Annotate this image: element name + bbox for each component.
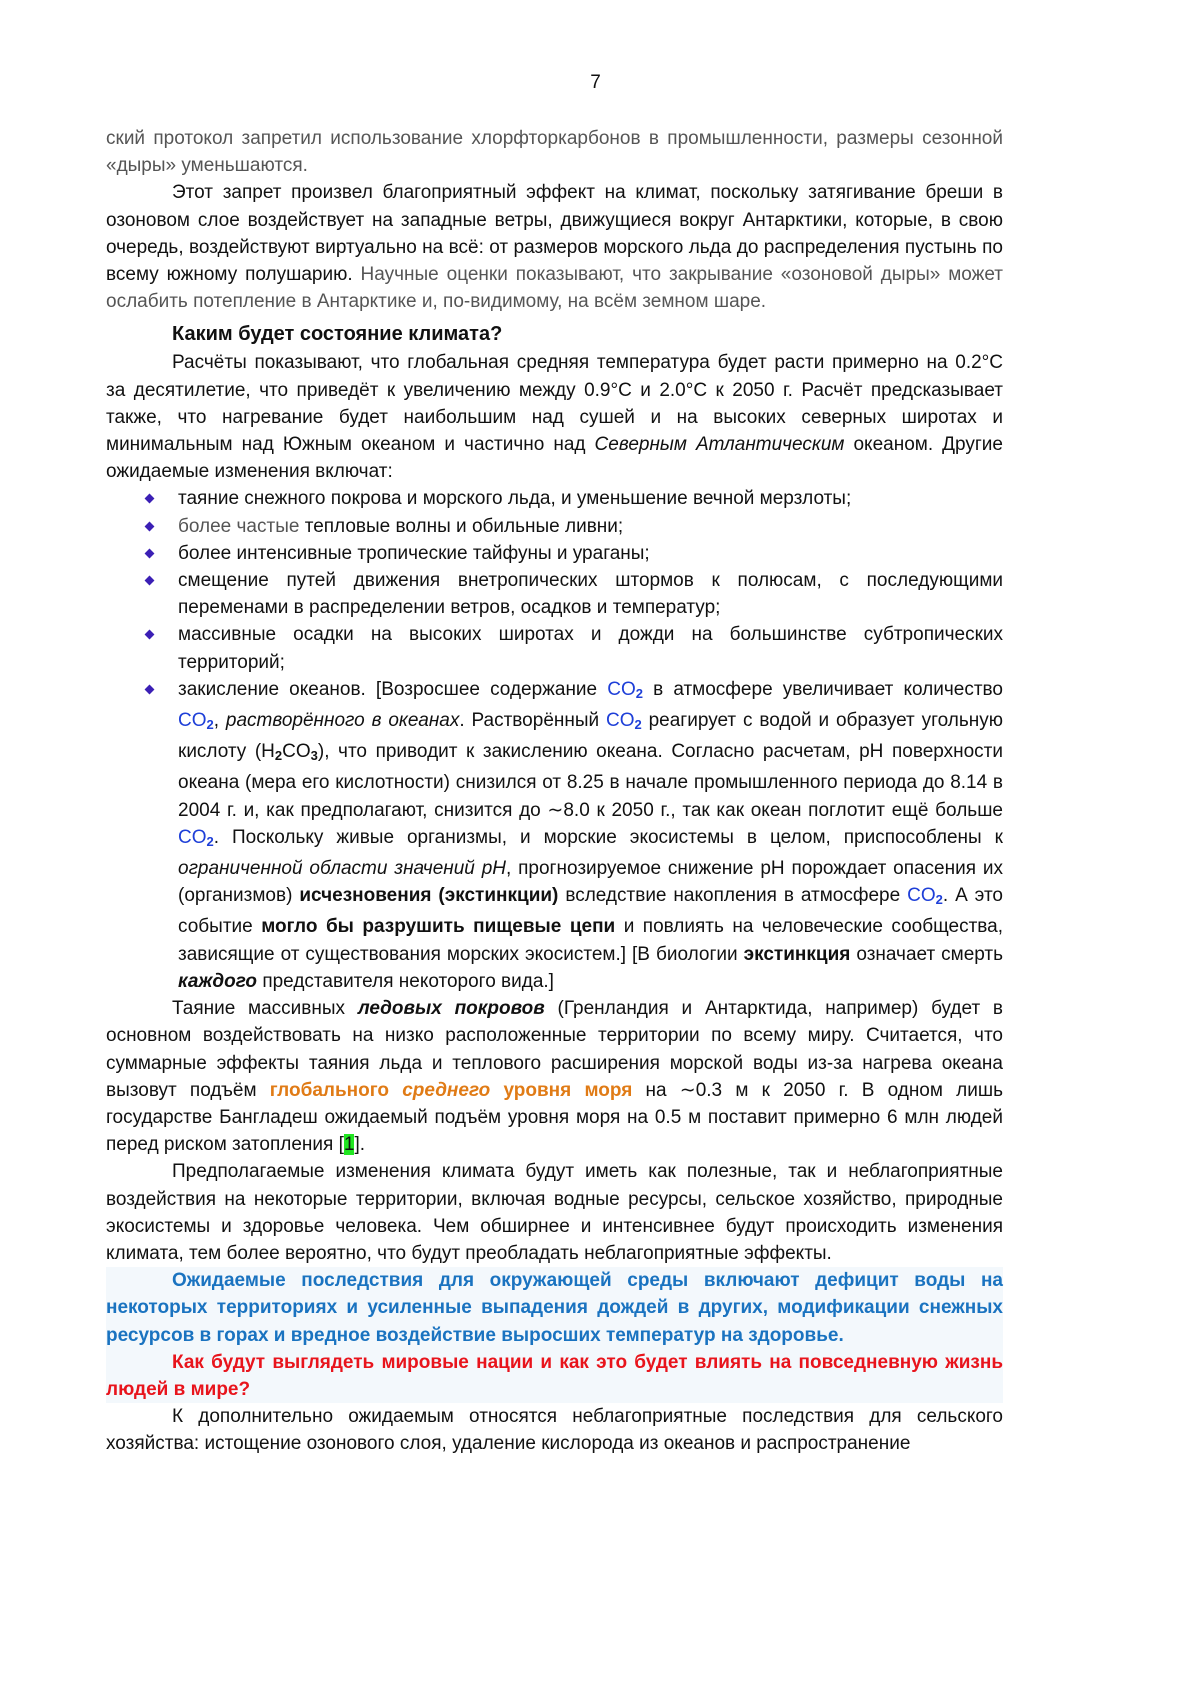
text-run: Как будут выглядеть мировые нации и как это будет влиять на повседневную жизнь людей в мире? bbox=[106, 1351, 1003, 1400]
paragraph bbox=[106, 1349, 1003, 1403]
text-run: Предполагаемые изменения климата будут иметь как полезные, так и неблагоприятные воздействия на некоторые территории, включая водные ресурсы, сельское хозяйство, природные экосистемы и здоровье человека. Чем обширнее и интенсивнее будут происходить изменения климата, тем более вероятно, что будут преобладать неблагоприятные эффекты. bbox=[106, 1161, 1003, 1264]
text-run: Каким будет состояние климата? bbox=[172, 323, 503, 346]
text-run: 2 bbox=[206, 833, 214, 849]
text-run: и повлиять на человеческие сообщества, зависящие от существования морских экосистем.] [В биологии bbox=[178, 916, 1004, 965]
text-run: каждого bbox=[178, 970, 258, 992]
diamond-bullet-icon bbox=[145, 494, 155, 504]
text-run: таяние снежного покрова и морского льда, и уменьшение вечной мерзлоты; bbox=[178, 488, 852, 510]
list-item bbox=[178, 540, 1003, 567]
text-run: закисление океанов. [Возросшее содержание bbox=[178, 678, 608, 700]
text-run: смещение путей движения внетропических штормов к полюсам, с последующими переменами в распределении ветров, осадков и температур; bbox=[178, 570, 1003, 619]
paragraph bbox=[106, 1158, 1003, 1267]
list-item bbox=[178, 485, 1003, 512]
bullet-list bbox=[106, 485, 1003, 995]
list-item bbox=[178, 567, 1003, 621]
text-run: означает смерть bbox=[850, 943, 1004, 965]
diamond-bullet-icon bbox=[145, 684, 155, 694]
text-run: . Растворённый bbox=[459, 710, 606, 732]
text-run: CO bbox=[907, 885, 936, 907]
text-run: ледовых покровов bbox=[357, 998, 545, 1020]
page-number: 7 bbox=[590, 72, 601, 93]
text-run: растворённого в океанах bbox=[225, 710, 460, 732]
text-run: представителя некоторого вида.] bbox=[257, 970, 554, 992]
diamond-bullet-icon bbox=[145, 521, 155, 531]
paragraph bbox=[106, 995, 1003, 1158]
diamond-bullet-icon bbox=[145, 576, 155, 586]
text-run: ), что приводит к закислению океана. Согласно расчетам, pH поверхности океана (мера его кислотности) снизился от 8.25 в начале промышленного периода до 8.14 в 2004 г. и, как предполагают, снизится до ∼8.0 к 2050 г., так как океан поглотит ещё больше bbox=[178, 741, 1003, 821]
text-run: ограниченной области значений pH bbox=[178, 858, 506, 880]
text-run: Ожидаемые последствия для окружающей среды включают дефицит воды на некоторых территориях и усиленные выпадения дождей в других, модификации снежных ресурсов в горах и вредное воздействие выросших температур на здоровье. bbox=[106, 1270, 1003, 1346]
text-run: исчезновения (экстинкции) bbox=[299, 885, 559, 907]
text-run: . А это событие bbox=[178, 885, 1004, 938]
text-run: CO bbox=[178, 826, 207, 848]
text-run: 2 bbox=[274, 748, 283, 764]
text-run: экстинкция bbox=[743, 943, 851, 965]
paragraph bbox=[106, 1403, 1003, 1457]
text-run: К дополнительно ожидаемым относятся неблагоприятные последствия для сельского хозяйства: истощение озонового слоя, удаление кислорода из океанов и распространение bbox=[106, 1406, 1003, 1455]
text-run: Расчёты показывают, что глобальная средняя температура будет расти примерно на 0.2°C за десятилетие, что приведёт к увеличению между 0.9°C и 2.0°C к 2050 г. Расчёт предсказывает также, что нагревание будет наибольшим над сушей и на высоких северных широтах и минимальным над Южным океаном и частично над bbox=[106, 352, 1003, 456]
section-heading bbox=[172, 319, 1003, 349]
text-run: глобального bbox=[269, 1079, 403, 1101]
text-run: (Гренландия и Антарктида, например) будет в основном воздействовать на низко расположенные территории по всему миру. Считается, что суммарные эффекты таяния льда и теплового расширения морской воды из-за нагрева океана вызовут подъём bbox=[106, 998, 1004, 1101]
text-run: 2 bbox=[634, 717, 642, 733]
paragraph bbox=[106, 349, 1003, 485]
text-run: среднего bbox=[402, 1079, 491, 1101]
text-run: могло бы разрушить пищевые цепи bbox=[261, 916, 616, 938]
text-run: в атмосфере увеличивает количество bbox=[642, 678, 1003, 700]
text-run: океаном. Другие ожидаемые изменения включат: bbox=[106, 434, 1003, 483]
text-run: ский протокол запретил использование хлорфторкарбонов в промышленности, размеры сезонной «дыры» уменьшаются. bbox=[106, 128, 1003, 177]
diamond-bullet-icon bbox=[145, 548, 155, 558]
text-run: 2 bbox=[206, 717, 214, 733]
text-run: . Поскольку живые организмы, и морские экосистемы в целом, приспособлены к bbox=[213, 826, 1003, 848]
text-run: массивные осадки на высоких широтах и дожди на большинстве субтропических территорий; bbox=[178, 624, 1003, 673]
text-run: CO bbox=[178, 710, 207, 732]
text-run: реагирует с водой и образует угольную кислоту (H bbox=[178, 710, 1003, 763]
text-run: Этот запрет произвел благоприятный эффект на климат, поскольку затягивание бреши в озоновом слое воздействует на западные ветры, движущиеся вокруг Антарктики, которые, в свою очередь, воздействуют виртуально на всё: от размеров морского льда до распределения пустынь по всему южному полушарию. bbox=[106, 182, 1003, 286]
diamond-bullet-icon bbox=[145, 630, 155, 640]
text-run: вследствие накопления в атмосфере bbox=[558, 885, 908, 907]
paragraph bbox=[106, 1267, 1003, 1349]
text-run: CO bbox=[607, 678, 636, 700]
text-run: Северным Атлантическим bbox=[594, 434, 845, 456]
text-run: 2 bbox=[635, 685, 643, 701]
text-run: 3 bbox=[310, 748, 318, 764]
text-run: более интенсивные тропические тайфуны и ураганы; bbox=[178, 542, 650, 564]
text-run: ]. bbox=[354, 1134, 366, 1156]
paragraph bbox=[106, 125, 1003, 179]
citation-link[interactable]: 1 bbox=[343, 1134, 355, 1156]
text-run: 2 bbox=[935, 892, 943, 908]
text-run: CO bbox=[282, 741, 311, 763]
text-run: , bbox=[213, 710, 226, 732]
paragraph bbox=[106, 179, 1003, 315]
list-item bbox=[178, 621, 1003, 675]
text-run: на ∼0.3 м к 2050 г. В одном лишь государстве Бангладеш ожидаемый подъём уровня моря на 0.5 м поставит примерно 6 млн людей перед риском затопления [ bbox=[106, 1079, 1003, 1156]
text-run: более частые bbox=[178, 515, 305, 537]
text-run: уровня моря bbox=[490, 1079, 633, 1101]
text-run: Научные оценки показывают, что закрывание «озоновой дыры» может ослабить потепление в Антарктике и, по-видимому, на всём земном шаре. bbox=[106, 264, 1003, 313]
text-run: , прогнозируемое снижение pH порождает опасения их (организмов) bbox=[178, 858, 1003, 907]
text-run: Таяние массивных bbox=[172, 998, 358, 1020]
document-body bbox=[106, 125, 1003, 1458]
text-run: тепловые волны и обильные ливни; bbox=[304, 515, 624, 537]
text-run: CO bbox=[606, 710, 635, 732]
list-item bbox=[178, 676, 1003, 995]
list-item bbox=[178, 513, 1003, 540]
